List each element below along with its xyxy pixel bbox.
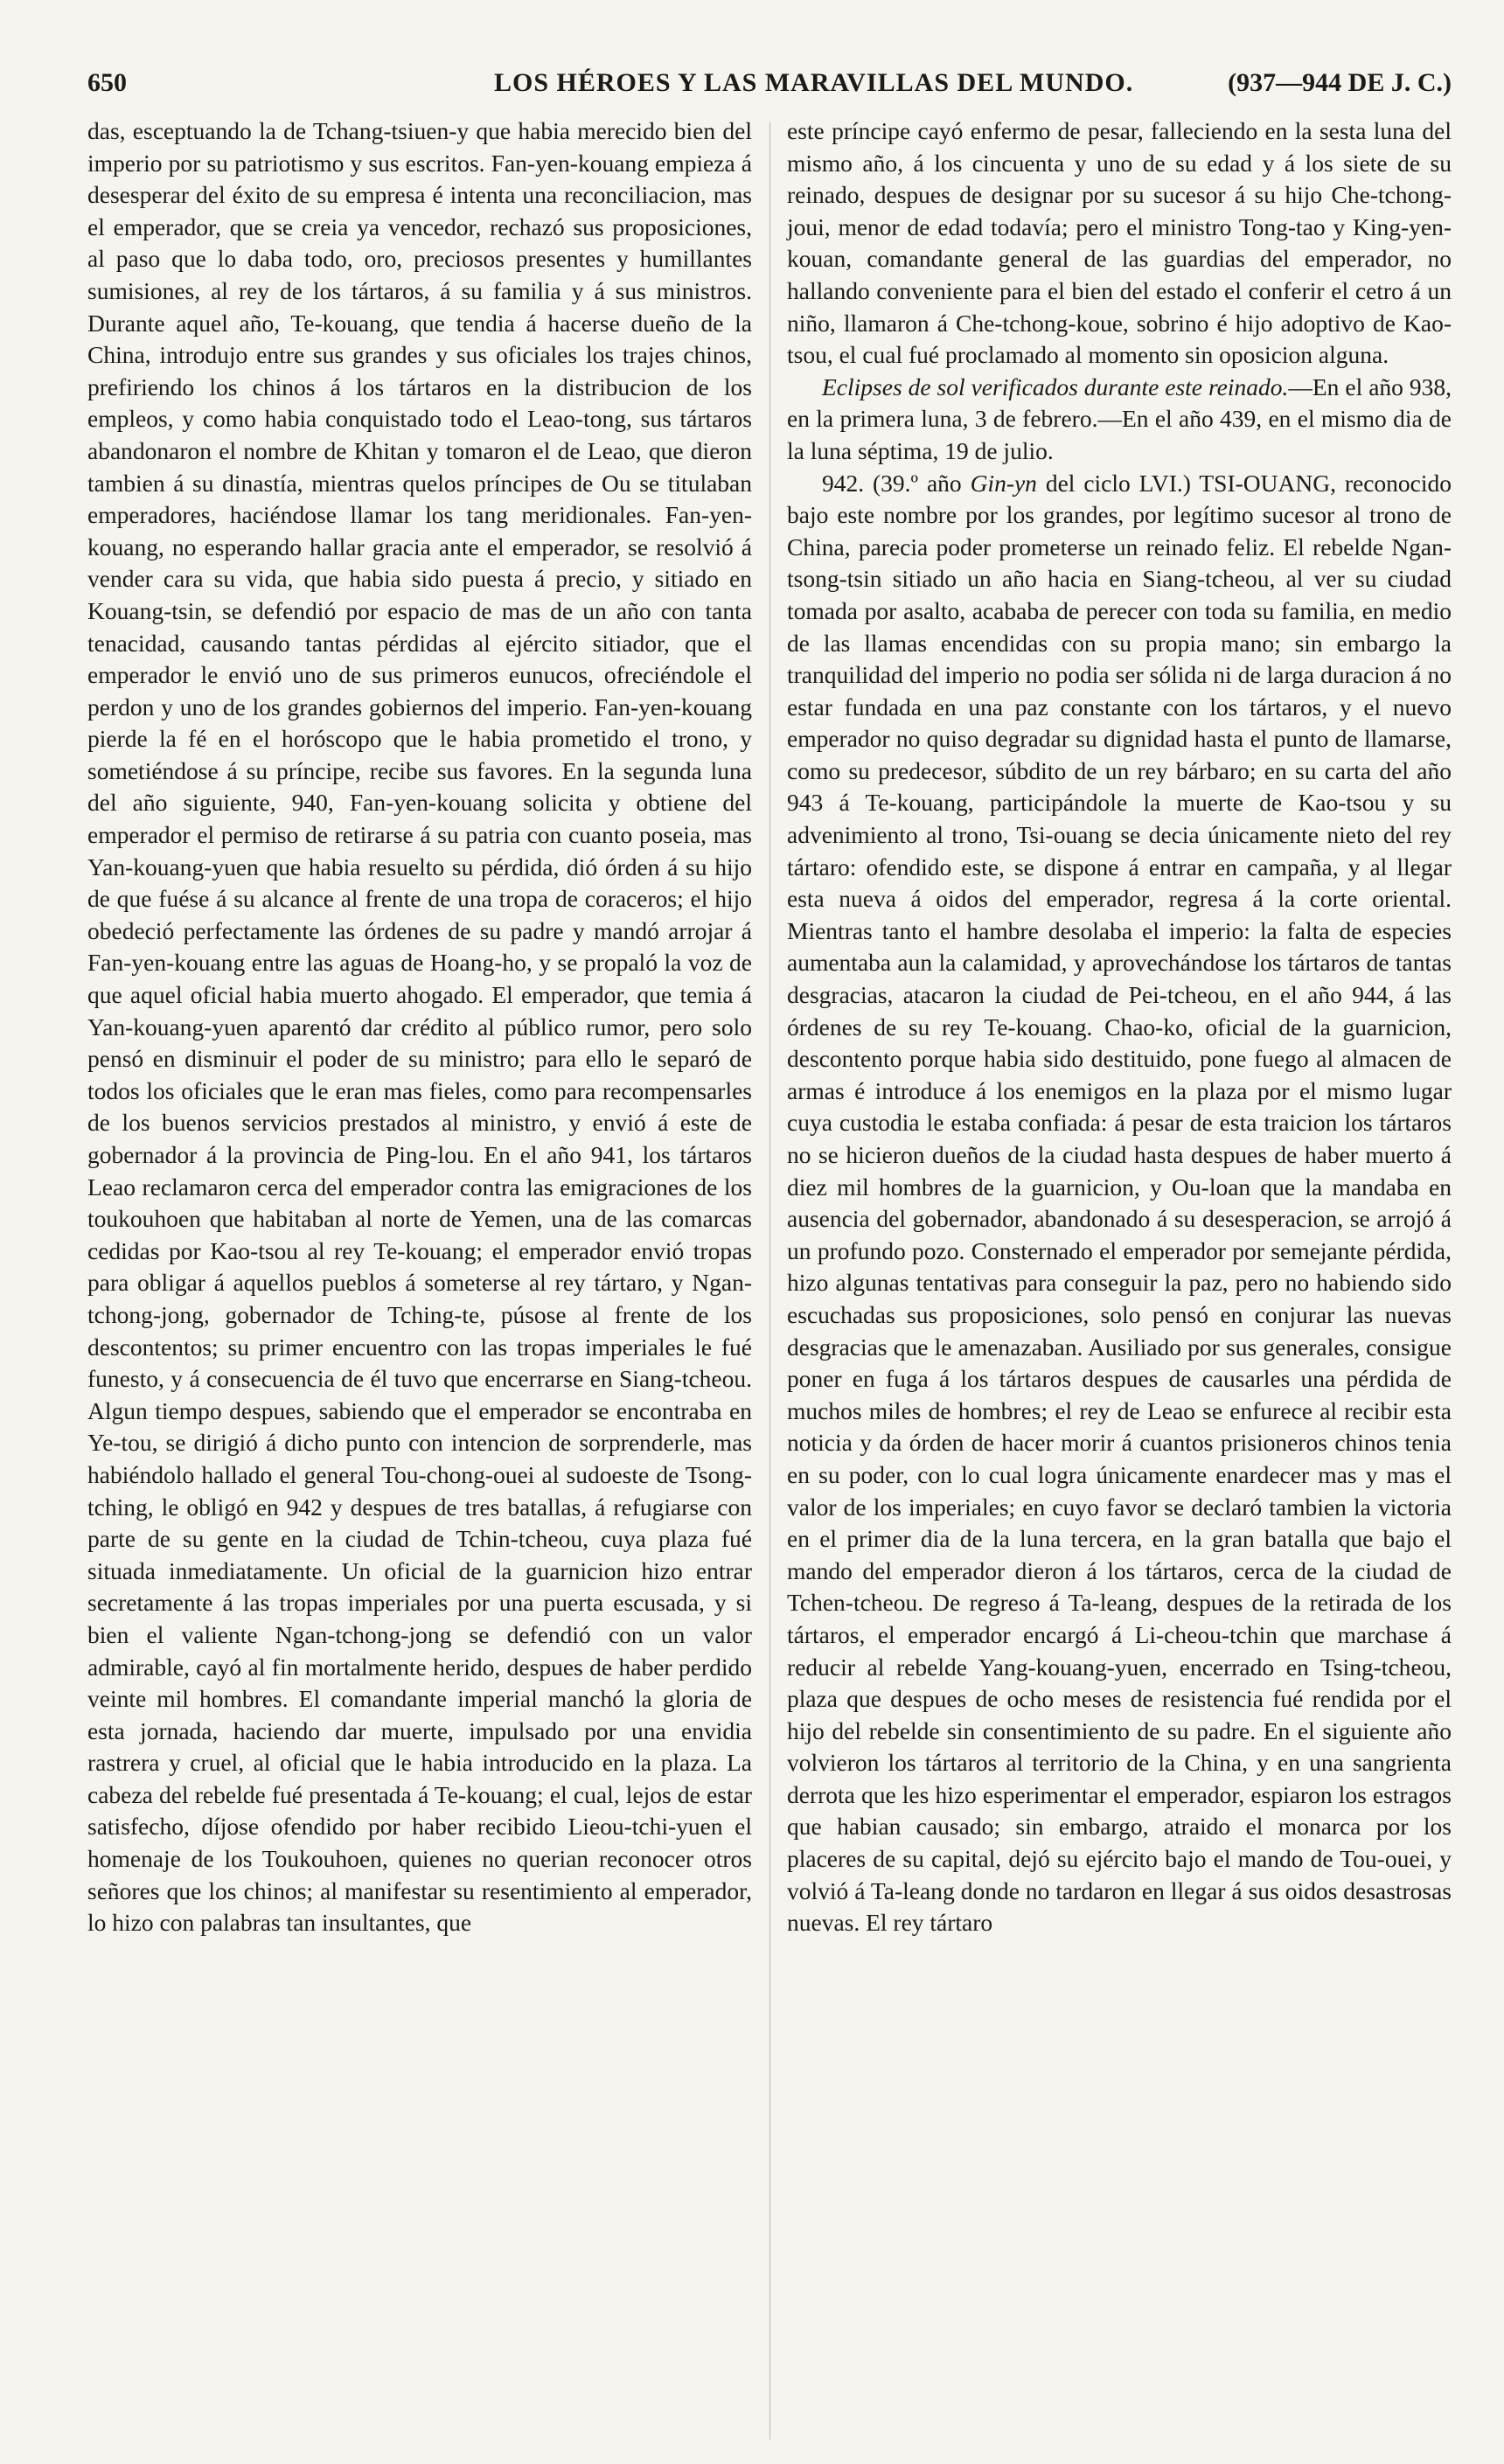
running-header	[87, 68, 1452, 108]
right-column	[787, 115, 1452, 1939]
running-title: LOS HÉROES Y LAS MARAVILLAS DEL MUNDO.	[494, 68, 1134, 97]
left-paragraph: das, esceptuando la de Tchang-tsiuen-y que habia merecido bien del imperio por su patriotismo y sus escritos. Fan-yen-kouang empieza á desesperar del éxito de su empresa é intenta una reconciliacion, mas el emperador, que se creia ya vencedor, rechazó sus proposiciones, al paso que lo daba todo, oro, preciosos presentes y humillantes sumisiones, al rey de los tártaros, á su familia y á sus ministros. Durante aquel año, Te-kouang, que tendia á hacerse dueño de la China, introdujo entre sus grandes y sus oficiales los trajes chinos, prefiriendo los chinos á los tártaros en la distribucion de los empleos, y como habia conquistado todo el Leao-tong, sus tártaros abandonaron el nombre de Khitan y tomaron el de Leao, que dieron tambien á su dinastía, mientras quelos príncipes de Ou se titulaban emperadores, haciéndose llamar los tang meridionales. Fan-yen-kouang, no esperando hallar gracia ante el emperador, se resolvió á vender cara su vida, que habia sido puesta á precio, y sitiado en Kouang-tsin, se defendió por espacio de mas de un año con tanta tenacidad, causando tantas pérdidas al ejército sitiador, que el emperador le envió uno de sus primeros eunucos, ofreciéndole el perdon y uno de los grandes gobiernos del imperio. Fan-yen-kouang pierde la fé en el horóscopo que le habia prometido el trono, y sometiéndose á su príncipe, recibe sus favores. En la segunda luna del año siguiente, 940, Fan-yen-kouang solicita y obtiene del emperador el permiso de retirarse á su patria con cuanto poseia, mas Yan-kouang-yuen que habia resuelto su pérdida, dió órden á su hijo de que fuése á su alcance al frente de una tropa de coraceros; el hijo obedeció perfectamente las órdenes de su padre y mandó arrojar á Fan-yen-kouang entre las aguas de Hoang-ho, y se propaló la voz de que aquel oficial habia muerto ahogado. El emperador, que temia á Yan-kouang-yuen aparentó dar crédito al público rumor, pero solo pensó en disminuir el poder de su ministro; para ello le separó de todos los oficiales que le eran mas fieles, como para recompensarles de los buenos servicios prestados al ministro, y envió á este de gobernador á la provincia de Ping-lou. En el año 941, los tártaros Leao reclamaron cerca del emperador contra las emigraciones de los toukouhoen que habitaban al norte de Yemen, una de las comarcas cedidas por Kao-tsou al rey Te-kouang; el emperador envió tropas para obligar á aquellos pueblos á someterse al rey tártaro, y Ngan-tchong-jong, gobernador de Tching-te, púsose al frente de los descontentos; su primer encuentro con las tropas imperiales le fué funesto, y á consecuencia de él tuvo que encerrarse en Siang-tcheou. Algun tiempo despues, sabiendo que el emperador se encontraba en Ye-tou, se dirigió á dicho punto con intencion de sorprenderle, mas habiéndolo hallado el general Tou-chong-ouei al sudoeste de Tsong-tching, le obligó en 942 y despues de tres batallas, á refugiarse con parte de su gente en la ciudad de Tchin-tcheou, cuya plaza fué situada inmediatamente. Un oficial de la guarnicion hizo entrar secretamente á las tropas imperiales por una puerta escusada, y si bien el valiente Ngan-tchong-jong se defendió con un valor admirable, cayó al fin mortalmente herido, despues de haber perdido veinte mil hombres. El comandante imperial manchó la gloria de esta jornada, haciendo dar muerte, impulsado por una envidia rastrera y cruel, al oficial que le habia introducido en la plaza. La cabeza del rebelde fué presentada á Te-kouang; el cual, lejos de estar satisfecho, díjose ofendido por haber recibido Lieou-tchi-yuen el homenaje de los Toukouhoen, quienes no querian reconocer otros señores que los chinos; al manifestar su resentimiento al emperador, lo hizo con palabras tan insultantes, que	[87, 117, 752, 1937]
reign-year-lead: 942. (39.º año	[822, 469, 962, 497]
right-paragraph-1: este príncipe cayó enfermo de pesar, falleciendo en la sesta luna del mismo año, á los cincuenta y uno de su edad y á los siete de su reinado, despues de designar por su sucesor á su hijo Che-tchong-joui, menor de edad todavía; pero el ministro Tong-tao y King-yen-kouan, comandante general de las guardias del emperador, no hallando conveniente para el bien del estado el conferir el cetro á un niño, llamaron á Che-tchong-koue, sobrino é hijo adoptivo de Kao-tsou, el cual fué proclamado al momento sin oposicion alguna.	[787, 117, 1452, 369]
eclipses-text: —En el año 938, en la primera luna, 3 de febrero.—En el año 439, en el mismo dia de la luna séptima, 19 de julio.	[787, 372, 1452, 464]
left-column	[87, 115, 752, 1939]
cycle-name: Gin-yn	[970, 469, 1037, 497]
page-number: 650	[87, 68, 127, 97]
reign-text: del ciclo LVI.) TSI-OUANG, reconocido bajo este nombre por los grandes, por legítimo sucesor al trono de China, parecia poder prometerse un reinado feliz. El rebelde Ngan-tsong-tsin sitiado un año hacia en Siang-tcheou, al ver su ciudad tomada por asalto, acababa de perecer con toda su familia, en medio de las llamas encendidas con su propia mano; sin embargo la tranquilidad del imperio no podia ser sólida ni de larga duracion á no estar fundada en una paz constante con los tártaros, y el nuevo emperador no quiso degradar su dignidad hasta el punto de llamarse, como su predecesor, súbdito de un rey bárbaro; en su carta del año 943 á Te-kouang, participándole la muerte de Kao-tsou y su advenimiento al trono, Tsi-ouang se decia únicamente nieto del rey tártaro: ofendido este, se dispone á entrar en campaña, y al llegar esta nueva á oidos del emperador, regresa á la corte oriental. Mientras tanto el hambre desolaba el imperio: la falta de especies aumentaba aun la calamidad, y aprovechándose los tártaros de tantas desgracias, atacaron la ciudad de Pei-tcheou, en el año 944, á las órdenes de su rey Te-kouang. Chao-ko, oficial de la guarnicion, descontento porque habia sido destituido, pone fuego al almacen de armas é introduce á los enemigos en la plaza por el mismo lugar cuya custodia le estaba confiada: á pesar de esta traicion los tártaros no se hicieron dueños de la ciudad hasta despues de haber muerto á diez mil hombres de la guarnicion, y Ou-loan que la mandaba en ausencia del gobernador, abandonado á su desesperacion, se arrojó á un profundo pozo. Consternado el emperador por semejante pérdida, hizo algunas tentativas para conseguir la paz, pero no habiendo sido escuchadas sus proposiciones, solo pensó en conjurar las nuevas desgracias que le amenazaban. Ausiliado por sus generales, consigue poner en fuga á los tártaros despues de causarles una pérdida de muchos miles de hombres; el rey de Leao se enfurece al recibir esta noticia y da órden de hacer morir á cuantos prisioneros chinos tenia en su poder, con lo cual logra únicamente enardecer mas y mas el valor de los imperiales; en cuyo favor se declaró tambien la victoria en el primer dia de la luna tercera, en la gran batalla que bajo el mando del emperador dieron á los tártaros, cerca de la ciudad de Tchen-tcheou. De regreso á Ta-leang, despues de la retirada de los tártaros, el emperador encargó á Li-cheou-tchin que marchase á reducir al rebelde Yang-kouang-yuen, encerrado en Tsing-tcheou, plaza que despues de ocho meses de resistencia fué rendida por el hijo del rebelde sin consentimiento de su padre. En el siguiente año volvieron los tártaros al territorio de la China, y en una sangrienta derrota que les hizo esperimentar el emperador, espiaron los estragos que habian causado; sin embargo, atraido el monarca por los placeres de su capital, dejó su ejército bajo el mando de Tou-ouei, y volvió á Ta-leang donde no tardaron en llegar á sus oidos desastrosas nuevas. El rey tártaro	[787, 469, 1452, 1937]
eclipses-paragraph	[787, 372, 1452, 468]
column-divider	[769, 122, 770, 2440]
eclipses-heading: Eclipses de sol verificados durante este reinado.	[822, 372, 1289, 400]
date-range: (937—944 DE J. C.)	[1228, 68, 1452, 97]
reign-paragraph	[787, 468, 1452, 1939]
